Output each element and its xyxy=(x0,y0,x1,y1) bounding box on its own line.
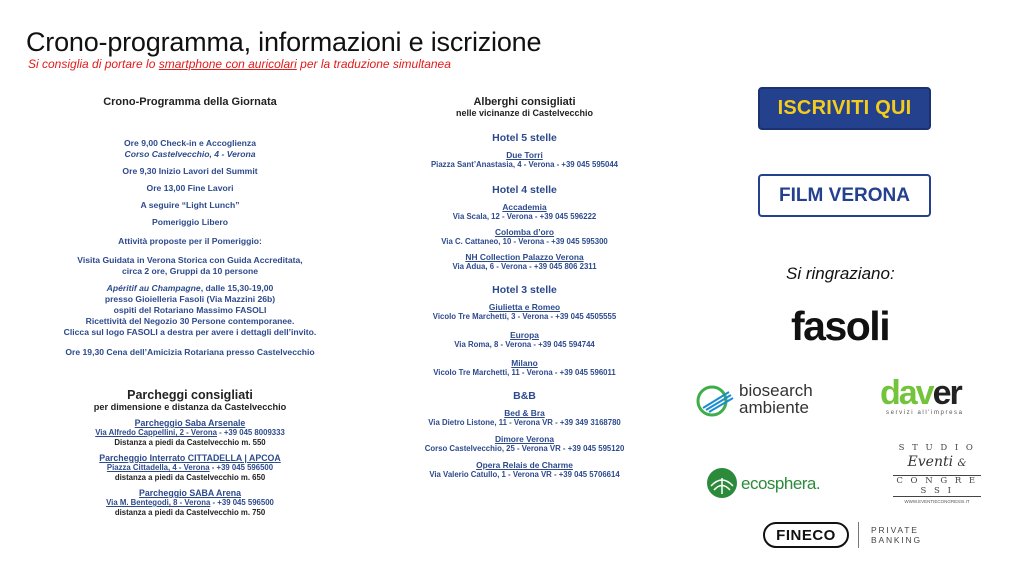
hotel-address: Via Adua, 6 - Verona - +39 045 806 2311 xyxy=(452,262,597,271)
studio-eventi-script xyxy=(893,453,981,473)
ecosphera-logo xyxy=(705,466,830,502)
hotel-item xyxy=(402,460,647,480)
studio-eventi-word: Eventi xyxy=(907,454,954,470)
hotel-link[interactable]: Colomba d’oro xyxy=(494,227,555,237)
parking-heading: Parcheggi consigliati xyxy=(127,388,253,402)
daver-text-dark: er xyxy=(932,374,961,412)
hotel-item xyxy=(402,434,647,454)
fineco-logo xyxy=(763,522,938,550)
subtitle-underlined: smartphone con auricolari xyxy=(158,57,297,71)
parking-item xyxy=(30,488,350,518)
studio-ampersand: & xyxy=(957,458,967,469)
fineco-private-banking xyxy=(871,525,922,545)
biosearch-text xyxy=(739,382,813,416)
program-list xyxy=(30,138,350,358)
hotel-item xyxy=(402,202,647,222)
fineco-separator xyxy=(858,522,859,548)
studio-line: S T U D I O xyxy=(898,443,976,453)
parking-phone: - +39 045 8009333 xyxy=(216,428,285,437)
film-verona-button-label: FILM VERONA xyxy=(779,184,910,206)
aperitif-line-3: ospiti del Rotariano Massimo FASOLI xyxy=(113,305,267,315)
hotel-link[interactable]: Bed & Bra xyxy=(504,408,545,418)
hotel-category-5: Hotel 5 stelle xyxy=(492,132,557,144)
hotel-link[interactable]: Europa xyxy=(510,330,539,340)
hotel-link[interactable]: NH Collection Palazzo Verona xyxy=(465,252,584,262)
fasoli-logo[interactable] xyxy=(791,303,889,350)
hotel-link[interactable]: Accademia xyxy=(502,202,547,212)
program-afternoon: Pomeriggio Libero xyxy=(152,217,228,227)
studio-congressi-line: C O N G R E S S I xyxy=(893,475,981,497)
parking-phone: - +39 045 596500 xyxy=(209,463,274,472)
parking-address-link[interactable]: Via Alfredo Cappellini, 2 - Verona xyxy=(95,428,217,437)
parking-subheading: per dimensione e distanza da Castelvecchio xyxy=(93,402,287,412)
hotel-address: Via C. Cattaneo, 10 - Verona - +39 045 595300 xyxy=(441,237,608,246)
hotel-item xyxy=(402,150,647,170)
page-title: Crono-programma, informazioni e iscrizione xyxy=(26,27,542,57)
subtitle-text: Si consiglia di portare lo xyxy=(28,57,159,71)
hotel-item xyxy=(402,227,647,247)
fasoli-logo-text: fasoli xyxy=(791,303,890,349)
activities-heading: Attività proposte per il Pomeriggio: xyxy=(118,236,262,246)
page-subtitle xyxy=(28,57,451,71)
hotel-item xyxy=(402,302,647,322)
daver-logo xyxy=(880,376,992,426)
tour-line-1: Visita Guidata in Verona Storica con Guida Accreditata, xyxy=(77,255,303,265)
parking-section xyxy=(30,388,350,518)
program-end: Ore 13,00 Fine Lavori xyxy=(146,183,234,193)
hotel-category-3: Hotel 3 stelle xyxy=(492,284,557,296)
fineco-wordmark: FINECO xyxy=(763,522,849,548)
parking-phone: - +39 045 596500 xyxy=(210,498,274,507)
tour-line-2: circa 2 ore, Gruppi da 10 persone xyxy=(121,266,259,276)
daver-text xyxy=(880,376,992,410)
hotel-address: Via Scala, 12 - Verona - +39 045 596222 xyxy=(452,212,597,221)
parking-link[interactable]: Parcheggio Saba Arsenale xyxy=(134,418,246,428)
parking-address xyxy=(30,463,350,473)
aperitif-line-5: Clicca sul logo FASOLI a destra per avere i dettagli dell’invito. xyxy=(63,327,317,337)
hotel-address: Piazza Sant’Anastasia, 4 - Verona - +39 045 595044 xyxy=(430,160,618,169)
hotel-category-4: Hotel 4 stelle xyxy=(492,184,557,196)
daver-tagline: servizi all'impresa xyxy=(886,410,964,416)
aperitif-line-1 xyxy=(30,283,350,294)
hotel-item xyxy=(402,330,647,350)
parking-link[interactable]: Parcheggio SABA Arena xyxy=(138,488,241,498)
biosearch-line-2: ambiente xyxy=(739,398,809,417)
hotel-address: Corso Castelvecchio, 25 - Verona VR - +39 045 595120 xyxy=(424,444,625,453)
parking-distance: distanza a piedi da Castelvecchio m. 650 xyxy=(114,473,266,482)
parking-distance: Distanza a piedi da Castelvecchio m. 550 xyxy=(114,438,266,447)
program-dinner: Ore 19,30 Cena dell’Amicizia Rotariana presso Castelvecchio xyxy=(65,347,315,357)
parking-address xyxy=(30,498,350,508)
hotel-address: Vicolo Tre Marchetti, 3 - Verona - +39 045 4505555 xyxy=(432,312,617,321)
hotel-link[interactable]: Due Torri xyxy=(506,150,543,160)
ecosphera-text: ecosphera. xyxy=(741,474,821,493)
aperitif-line-2: presso Gioielleria Fasoli (Via Mazzini 26b) xyxy=(104,294,276,304)
hotels-section xyxy=(402,96,647,480)
hotel-item xyxy=(402,252,647,272)
studio-url: WWW.EVENTIECONGRESSI.IT xyxy=(904,499,970,504)
hotel-address: Via Valerio Catullo, 1 - Verona VR - +39 045 5706614 xyxy=(429,470,620,479)
sponsors-heading: Si ringraziano: xyxy=(786,264,895,283)
parking-link[interactable]: Parcheggio Interrato CITTADELLA | APCOA xyxy=(99,453,281,463)
hotel-item xyxy=(402,358,647,378)
biosearch-mark-icon xyxy=(695,384,735,418)
parking-address-link[interactable]: Piazza Cittadella, 4 - Verona xyxy=(106,463,210,472)
daver-text-green: dav xyxy=(880,374,933,412)
register-button[interactable] xyxy=(758,87,931,130)
program-checkin: Ore 9,00 Check-in e Accoglienza xyxy=(124,138,256,148)
parking-item xyxy=(30,453,350,483)
program-heading: Crono-Programma della Giornata xyxy=(103,96,277,108)
parking-address-link[interactable]: Via M. Bentegodi, 8 - Verona xyxy=(106,498,211,507)
program-section xyxy=(30,96,350,108)
biosearch-line-1: biosearch xyxy=(739,381,813,400)
parking-address xyxy=(30,428,350,438)
hotels-heading: Alberghi consigliati xyxy=(473,96,576,108)
program-start: Ore 9,30 Inizio Lavori del Summit xyxy=(122,166,258,176)
hotel-link[interactable]: Dimore Verona xyxy=(494,434,555,444)
program-checkin-place: Corso Castelvecchio, 4 - Verona xyxy=(124,149,256,159)
aperitif-title: Apéritif au Champagne xyxy=(106,283,201,293)
parking-distance: distanza a piedi da Castelvecchio m. 750 xyxy=(114,508,266,517)
hotel-address: Via Dietro Listone, 11 - Verona VR - +39 349 3168780 xyxy=(428,418,621,427)
subtitle-text-end: per la traduzione simultanea xyxy=(296,57,451,71)
hotel-link[interactable]: Opera Relais de Charme xyxy=(476,460,573,470)
aperitif-line-4: Ricettività del Negozio 30 Persone contemporanee. xyxy=(85,316,295,326)
program-lunch: A seguire “Light Lunch” xyxy=(140,200,240,210)
hotels-subheading: nelle vicinanze di Castelvecchio xyxy=(455,108,594,118)
film-verona-button[interactable] xyxy=(758,174,931,217)
hotel-address: Via Roma, 8 - Verona - +39 045 594744 xyxy=(454,340,595,349)
register-button-label: ISCRIVITI QUI xyxy=(777,97,912,119)
fineco-pb-line-2: BANKING xyxy=(871,535,922,545)
hotel-item xyxy=(402,408,647,428)
studio-eventi-logo xyxy=(893,443,981,513)
hotel-category-bb: B&B xyxy=(513,390,536,402)
hotel-link[interactable]: Milano xyxy=(511,358,538,368)
ecosphera-globe-icon xyxy=(705,466,739,500)
biosearch-logo xyxy=(695,382,845,422)
parking-item xyxy=(30,418,350,448)
fineco-pb-line-1: PRIVATE xyxy=(871,525,919,535)
hotel-link[interactable]: Giulietta e Romeo xyxy=(488,302,561,312)
hotel-address: Vicolo Tre Marchetti, 11 - Verona - +39 045 596011 xyxy=(433,368,616,377)
aperitif-time: , dalle 15,30-19,00 xyxy=(200,283,274,293)
